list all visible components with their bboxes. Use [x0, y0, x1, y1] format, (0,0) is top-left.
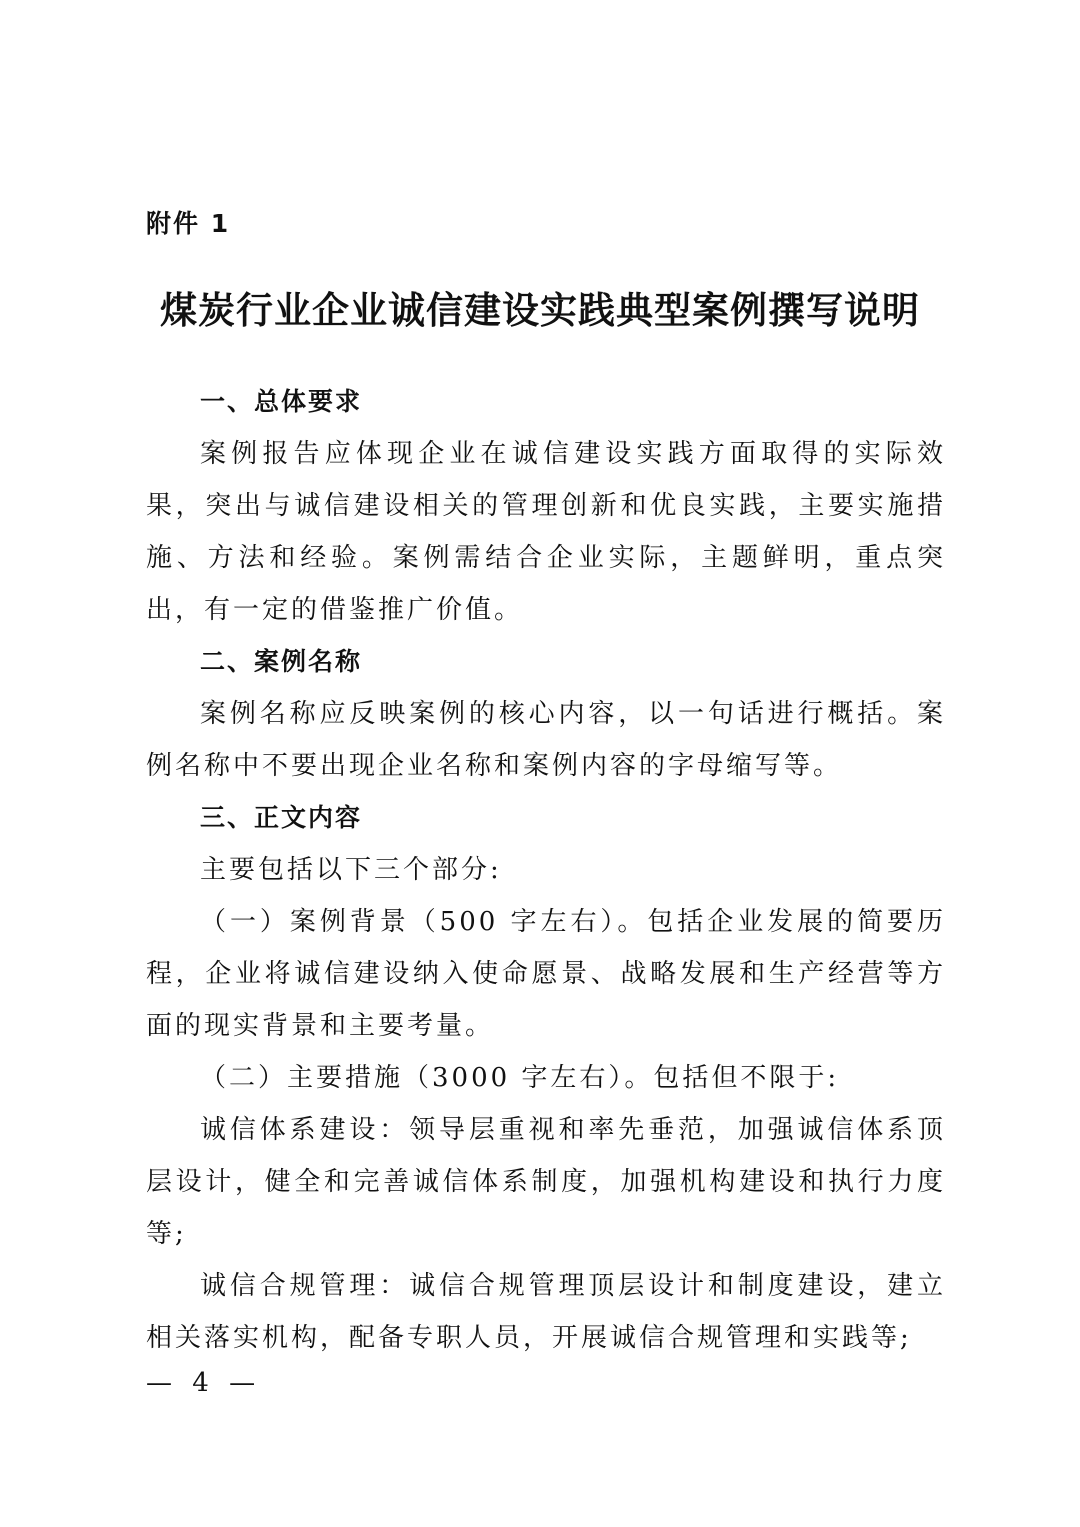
paragraph: （二）主要措施（3000 字左右）。包括但不限于: [200, 1063, 840, 1093]
paragraph: 主要包括以下三个部分: [200, 855, 502, 885]
page-number: — 4 — [146, 1368, 262, 1398]
paragraph: 案例报告应体现企业在诚信建设实践方面取得的实际效果，突出与诚信建设相关的管理创新和优良实践，主要实施措施、方法和经验。案例需结合企业实际，主题鲜明，重点突出，有一定的借鉴推广价值。 [146, 439, 946, 625]
paragraph: 诚信合规管理：诚信合规管理顶层设计和制度建设，建立相关落实机构，配备专职人员，开展诚信合规管理和实践等; [146, 1271, 946, 1353]
document-title: 煤炭行业企业诚信建设实践典型案例撰写说明 [160, 289, 920, 332]
section-heading: 二、案例名称 [200, 647, 363, 676]
paragraph: 诚信体系建设：领导层重视和率先垂范，加强诚信体系顶层设计，健全和完善诚信体系制度，加强机构建设和执行力度等; [146, 1115, 946, 1249]
section-heading: 一、总体要求 [200, 387, 363, 416]
document-body [146, 376, 946, 1364]
paragraph: （一）案例背景（500 字左右）。包括企业发展的简要历程，企业将诚信建设纳入使命愿景、战略发展和生产经营等方面的现实背景和主要考量。 [146, 907, 946, 1041]
attachment-label: 附件 1 [146, 209, 231, 238]
section-heading: 三、正文内容 [200, 803, 363, 832]
paragraph: 案例名称应反映案例的核心内容，以一句话进行概括。案例名称中不要出现企业名称和案例内容的字母缩写等。 [146, 699, 946, 781]
